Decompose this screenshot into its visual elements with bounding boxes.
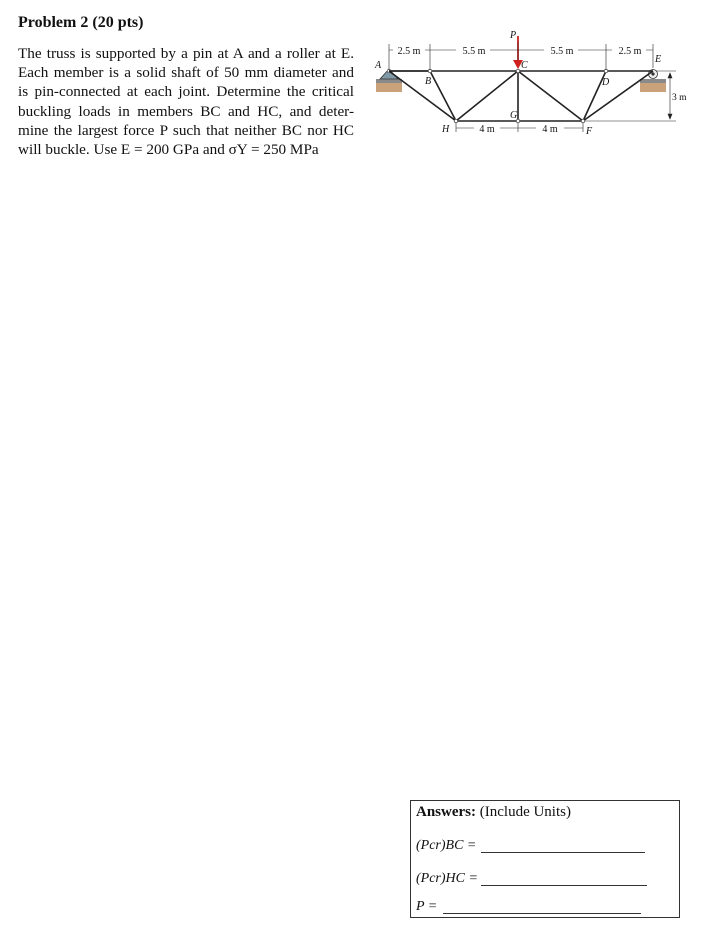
pcr-bc-label: (Pcr)BC =	[416, 838, 477, 853]
pcr-hc-answer-field[interactable]	[481, 885, 647, 886]
dim-label: 3 m	[672, 93, 687, 103]
p-answer-field[interactable]	[443, 913, 641, 914]
statement-line: buckling loads in members BC and HC, and deter-	[18, 102, 354, 120]
statement-line: Each member is a solid shaft of 50 mm diameter and	[18, 64, 354, 82]
p-label: P =	[416, 899, 438, 914]
answers-header-bold: Answers:	[416, 804, 476, 820]
member-bh	[430, 71, 456, 121]
dim-label: 5.5 m	[550, 46, 574, 57]
answer-row-pcr-bc	[416, 838, 476, 854]
member-ah	[389, 71, 456, 121]
pin-support-a	[376, 69, 402, 92]
pcr-bc-answer-field[interactable]	[481, 852, 645, 853]
dim-label: 4 m	[542, 124, 558, 135]
problem-title: Problem 2 (20 pts)	[18, 14, 144, 31]
dim-label: 5.5 m	[462, 46, 486, 57]
truss-diagram	[370, 24, 700, 144]
answer-row-pcr-hc	[416, 871, 478, 887]
joint-label: C	[521, 60, 528, 71]
dim-label: 4 m	[479, 124, 495, 135]
member-cf	[518, 71, 583, 121]
roller-support-e	[640, 70, 666, 93]
member-fe	[583, 71, 653, 121]
load-label: P	[510, 30, 517, 41]
answers-box	[410, 800, 680, 918]
joint-label: B	[425, 76, 432, 87]
statement-line: mine the largest force P such that neither BC nor HC	[18, 121, 354, 139]
pcr-hc-label: (Pcr)HC =	[416, 871, 478, 886]
joint-label: D	[602, 77, 610, 88]
statement-line: The truss is supported by a pin at A and a roller at E.	[18, 45, 354, 62]
statement-line: will buckle. Use E = 200 GPa and σY = 250 MPa	[18, 141, 319, 159]
answers-header-note: (Include Units)	[479, 804, 571, 820]
joint-label: G	[510, 110, 518, 121]
dim-label: 2.5 m	[397, 46, 421, 57]
answer-row-p	[416, 899, 437, 915]
joint-label: F	[586, 126, 593, 137]
joint-label: A	[375, 60, 382, 71]
joint-label: H	[442, 124, 450, 135]
problem-statement	[18, 44, 354, 159]
member-hc	[456, 71, 518, 121]
joint-label: E	[655, 54, 662, 65]
dim-label: 2.5 m	[618, 46, 642, 57]
answers-header	[416, 804, 571, 821]
statement-line: is pin-connected at each joint. Determine the critical	[18, 83, 354, 101]
